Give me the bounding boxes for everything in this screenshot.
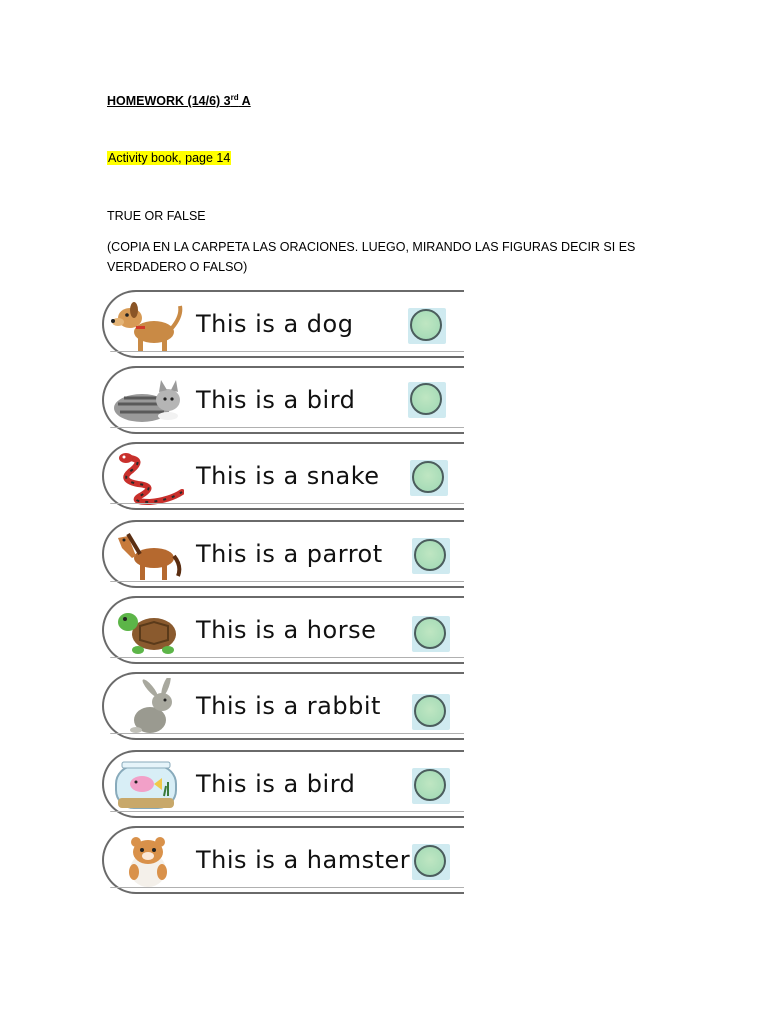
answer-circle-box[interactable] [408, 308, 446, 344]
answer-circle[interactable] [410, 383, 442, 415]
sentence-text: This is a horse [196, 616, 377, 644]
sentence-text: This is a parrot [196, 540, 383, 568]
worksheet-row [102, 596, 464, 664]
answer-circle[interactable] [414, 695, 446, 727]
worksheet-row [102, 442, 464, 510]
answer-circle[interactable] [414, 539, 446, 571]
answer-circle-box[interactable] [410, 460, 448, 496]
answer-circle[interactable] [414, 769, 446, 801]
answer-circle-box[interactable] [408, 382, 446, 418]
sentence-text: This is a dog [196, 310, 354, 338]
worksheet-row [102, 672, 464, 740]
sentence-text: This is a snake [196, 462, 380, 490]
answer-circle-box[interactable] [412, 616, 450, 652]
sentence-text: This is a hamster [196, 846, 411, 874]
fishbowl-icon [110, 756, 184, 814]
worksheet-row [102, 826, 464, 894]
answer-circle-box[interactable] [412, 844, 450, 880]
answer-circle[interactable] [412, 461, 444, 493]
answer-circle-box[interactable] [412, 694, 450, 730]
worksheet-row [102, 750, 464, 818]
turtle-icon [110, 602, 184, 660]
sentence-text: This is a bird [196, 386, 356, 414]
homework-title: HOMEWORK (14/6) 3rd A [107, 92, 251, 108]
horse-icon [110, 526, 184, 584]
cat-icon [110, 372, 184, 430]
sentence-text: This is a rabbit [196, 692, 381, 720]
rabbit-icon [110, 678, 184, 736]
worksheet-row [102, 290, 464, 358]
ordinal-suffix: rd [230, 92, 239, 102]
answer-circle[interactable] [414, 845, 446, 877]
answer-circle[interactable] [414, 617, 446, 649]
snake-icon [110, 448, 184, 506]
section-title: TRUE OR FALSE [107, 209, 206, 223]
answer-circle-box[interactable] [412, 538, 450, 574]
instructions-text: (COPIA EN LA CARPETA LAS ORACIONES. LUEGO, MIRANDO LAS FIGURAS DECIR SI ES VERDADERO O FALSO) [107, 240, 636, 274]
activity-book-reference: Activity book, page 14 [108, 151, 231, 165]
worksheet-row [102, 520, 464, 588]
answer-circle-box[interactable] [412, 768, 450, 804]
answer-circle[interactable] [410, 309, 442, 341]
dog-icon [110, 296, 184, 354]
worksheet-row [102, 366, 464, 434]
sentence-text: This is a bird [196, 770, 356, 798]
hamster-icon [110, 832, 184, 890]
